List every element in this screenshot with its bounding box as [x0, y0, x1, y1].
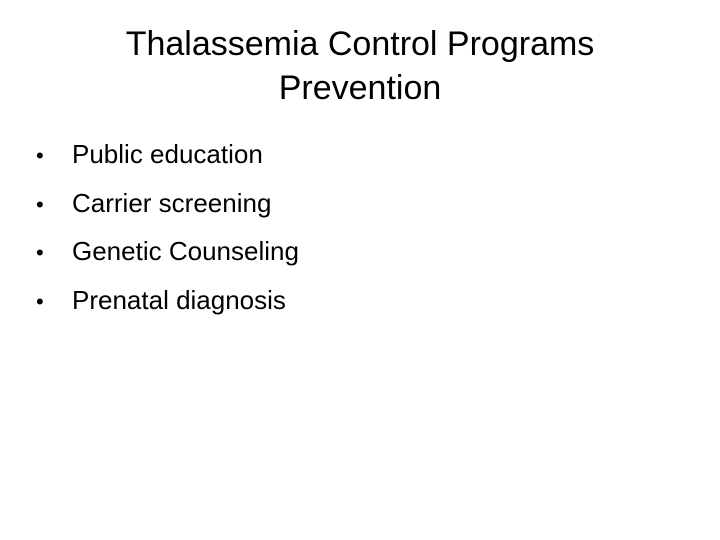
slide-title-line-1: Thalassemia Control Programs: [125, 25, 595, 63]
bullet-item-carrier-screening: [36, 180, 299, 229]
bullet-item-genetic-counseling: [36, 228, 299, 277]
slide-title-line-2: Prevention: [278, 69, 442, 107]
bullet-text: Prenatal diagnosis: [72, 284, 286, 315]
bullet-item-prenatal-diagnosis: [36, 277, 299, 326]
bullet-icon: •: [36, 191, 44, 217]
bullet-icon: •: [36, 143, 44, 168]
bullet-text: Public education: [72, 139, 263, 169]
bullet-list: [36, 131, 299, 325]
bullet-text: Genetic Counseling: [72, 236, 299, 266]
slide-title: [0, 22, 720, 110]
bullet-icon: •: [36, 288, 44, 314]
bullet-icon: •: [36, 240, 44, 265]
bullet-text: Carrier screening: [72, 187, 272, 218]
bullet-item-public-education: [36, 131, 299, 180]
